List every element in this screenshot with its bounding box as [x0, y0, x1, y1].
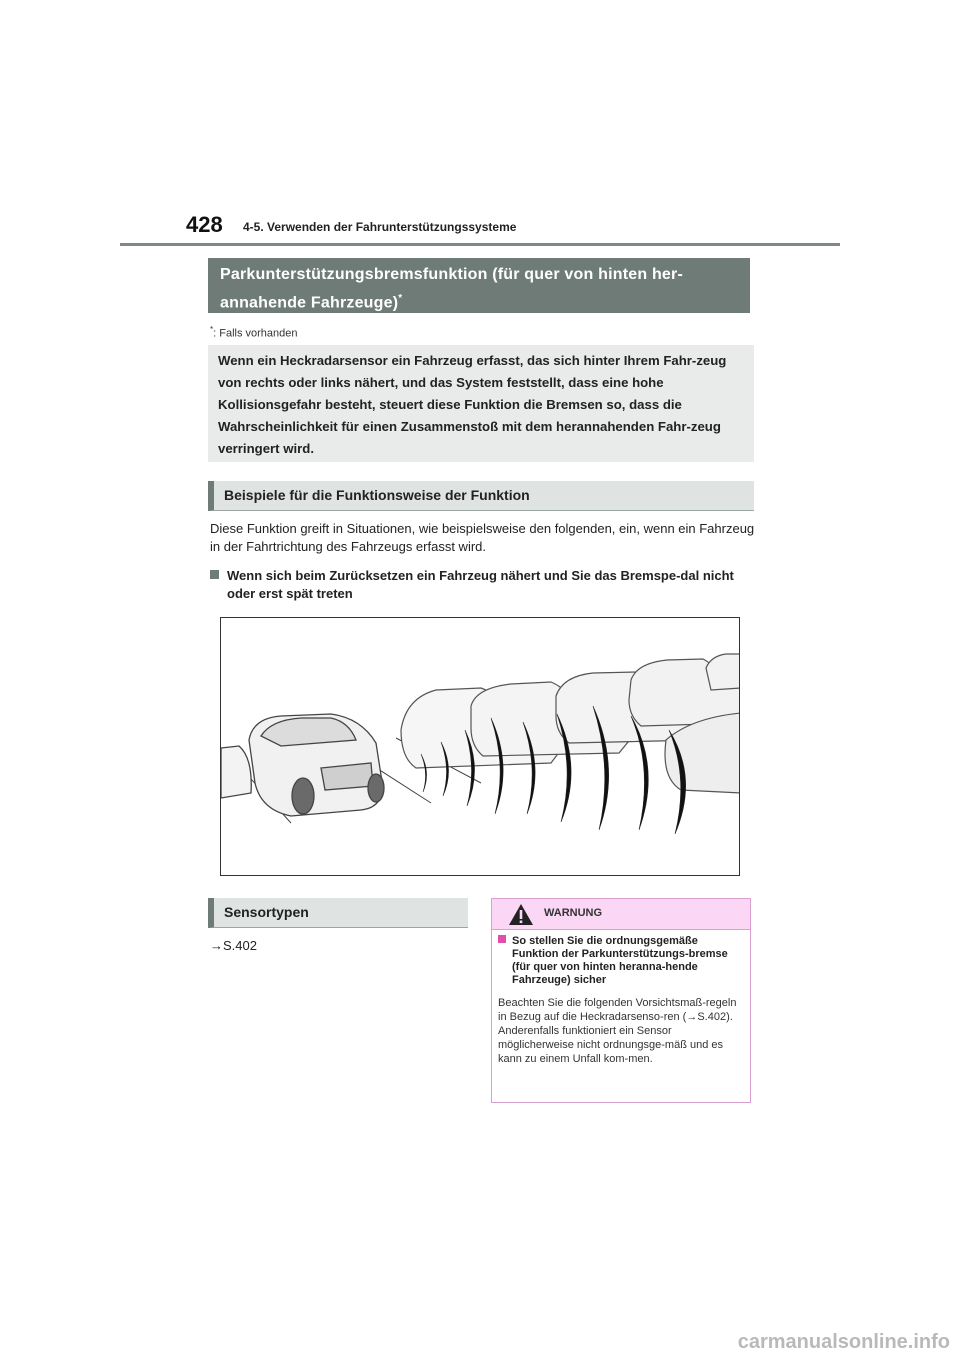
header-rule — [120, 243, 840, 246]
watermark: carmanualsonline.info — [737, 1331, 950, 1353]
warning-item — [498, 935, 746, 987]
warning-bullet-icon — [498, 935, 506, 943]
warning-item-title: So stellen Sie die ordnungsgemäße Funktion der Parkunterstützungs-bremse (für quer von hinten heranna-hende Fahrzeuge) sicher — [512, 935, 728, 986]
footnote-marker: * — [210, 325, 214, 334]
warning-body: Beachten Sie die folgenden Vorsichtsmaß-regeln in Bezug auf die Heckradarsenso-ren (→S.402). Anderenfalls funktioniert ein Sensor möglicherweise nicht ordnungsge-mäß und es kann zu einem Unfall kom-men. — [498, 997, 737, 1065]
warning-header — [492, 899, 750, 930]
footnote — [210, 325, 298, 340]
examples-body-text: Diese Funktion greift in Situationen, wie beispielsweise den folgenden, ein, wenn ein Fahrzeug in der Fahrtrichtung des Fahrzeugs erfasst wird. — [210, 521, 755, 554]
main-heading-marker: * — [398, 293, 403, 304]
main-heading — [208, 258, 750, 313]
intro-box — [208, 345, 754, 462]
bullet-square-icon — [210, 570, 219, 579]
intro-text: Wenn ein Heckradarsensor ein Fahrzeug erfasst, das sich hinter Ihrem Fahr-zeug von rechts oder links nähert, und das System feststellt, dass eine hohe Kollisionsgefahr besteht, steuert diese Funktion die Bremsen so, dass die Wahrscheinlichkeit für einen Zusammenstoß mit dem herannahenden Fahr-zeug verringert wird. — [218, 353, 727, 456]
section-heading-examples: Beispiele für die Funktionsweise der Funktion — [208, 481, 754, 511]
page-number: 428 — [186, 212, 223, 237]
warning-triangle-icon — [508, 903, 534, 926]
sensor-page-reference[interactable]: →S.402 — [210, 938, 257, 953]
examples-bullet — [210, 567, 760, 603]
main-heading-text: Parkunterstützungsbremsfunktion (für quer von hinten her-annahende Fahrzeuge) — [220, 266, 683, 312]
warning-box — [491, 898, 751, 1103]
warning-label: WARNUNG — [544, 907, 603, 919]
parking-scene-illustration — [221, 618, 740, 876]
parking-illustration — [220, 617, 740, 876]
section-heading-sensors: Sensortypen — [208, 898, 468, 928]
footnote-text: : Falls vorhanden — [213, 327, 298, 340]
chapter-title: 4-5. Verwenden der Fahrunterstützungssysteme — [243, 220, 517, 234]
examples-bullet-text: Wenn sich beim Zurücksetzen ein Fahrzeug nähert und Sie das Bremspe-dal nicht oder erst spät treten — [227, 568, 734, 601]
